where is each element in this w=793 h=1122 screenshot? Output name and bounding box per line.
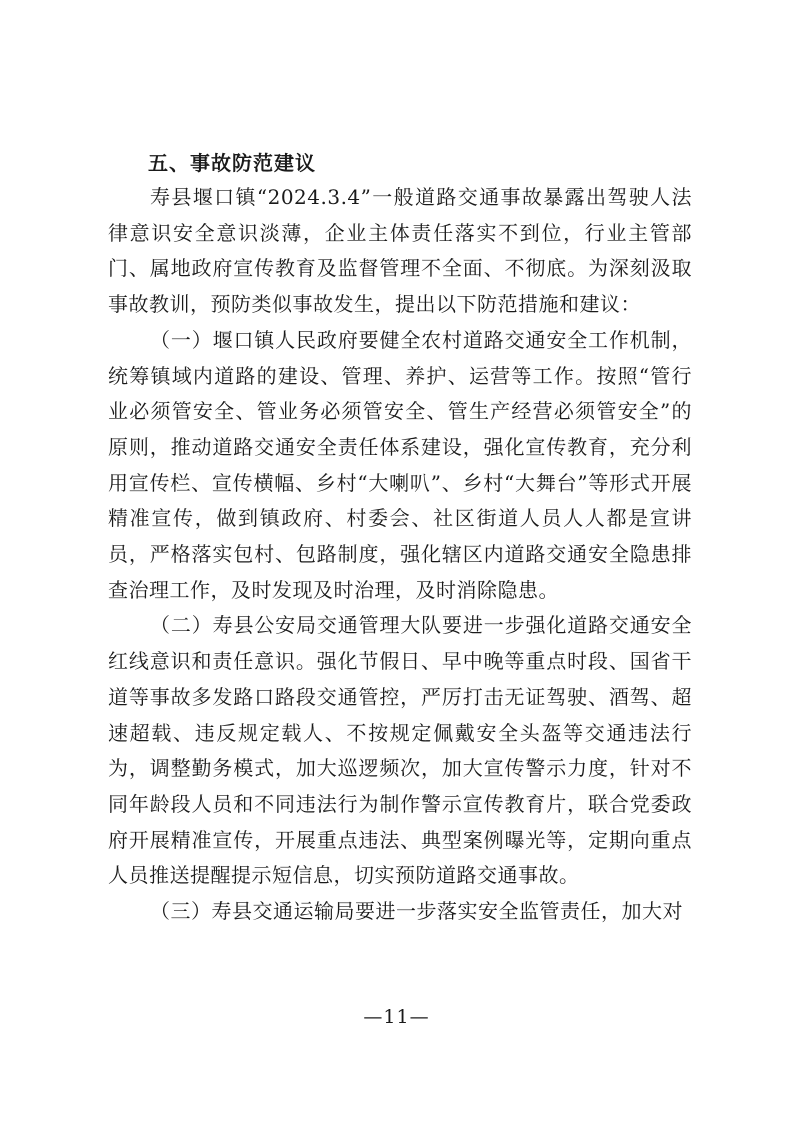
body-text (108, 180, 692, 930)
paragraph-measure-1: （一）堰口镇人民政府要健全农村道路交通安全工作机制，统筹镇域内道路的建设、管理、养护、运营等工作。按照“管行业必须管安全、管业务必须管安全、管生产经营必须管安全”的原则，推动道路交通安全责任体系建设，强化宣传教育，充分利用宣传栏、宣传横幅、乡村“大喇叭”、乡村“大舞台”等形式开展精准宣传，做到镇政府、村委会、社区街道人员人人都是宣讲员，严格落实包村、包路制度，强化辖区内道路交通安全隐患排查治理工作，及时发现及时治理，及时消除隐患。 (108, 327, 692, 602)
paragraph-intro: 寿县堰口镇“2024.3.4”一般道路交通事故暴露出驾驶人法律意识安全意识淡薄，企业主体责任落实不到位，行业主管部门、属地政府宣传教育及监督管理不全面、不彻底。为深刻汲取事故教训，预防类似事故发生，提出以下防范措施和建议： (108, 185, 692, 317)
section-heading: 五、事故防范建议 (148, 151, 316, 175)
paragraph-measure-3: （三）寿县交通运输局要进一步落实安全监管责任，加大对 (150, 899, 683, 924)
page-number: —11— (363, 1006, 430, 1028)
paragraph-measure-2: （二）寿县公安局交通管理大队要进一步强化道路交通安全红线意识和责任意识。强化节假日、早中晚等重点时段、国省干道等事故多发路口路段交通管控，严厉打击无证驾驶、酒驾、超速超载、违反规定载人、不按规定佩戴安全头盔等交通违法行为，调整勤务模式，加大巡逻频次，加大宣传警示力度，针对不同年龄段人员和不同违法行为制作警示宣传教育片，联合党委政府开展精准宣传，开展重点违法、典型案例曝光等，定期向重点人员推送提醒提示短信息，切实预防道路交通事故。 (108, 613, 692, 888)
